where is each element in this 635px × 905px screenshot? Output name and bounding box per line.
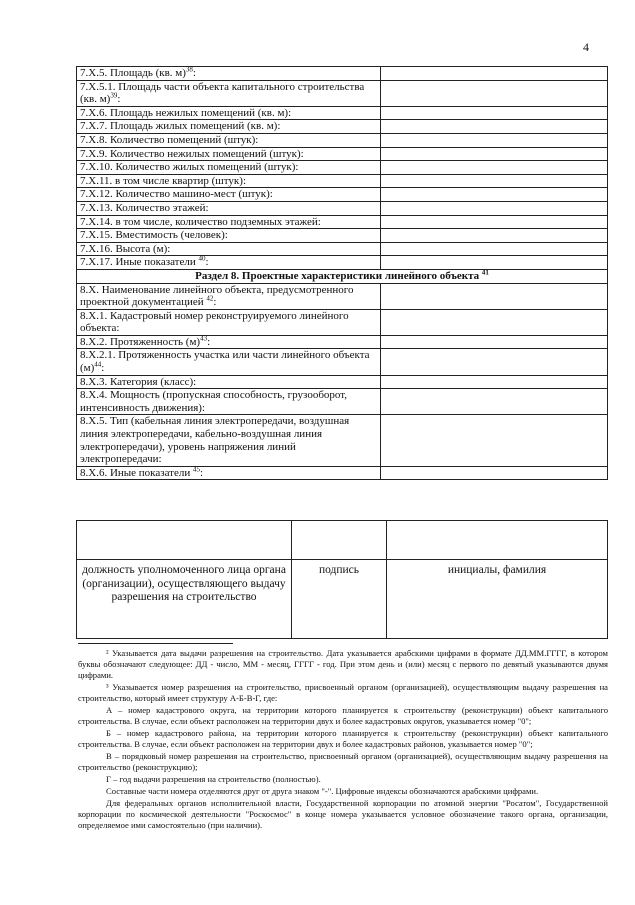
footnote-3-c: В – порядковый номер разрешения на строительство, присвоенный органом (организацией), осуществляющим выдачу разрешения на строительство (реконструкцию);	[78, 751, 608, 772]
signature-blank-row	[77, 521, 608, 560]
value-cell[interactable]	[381, 174, 608, 188]
row-text: 8.Х.1. Кадастровый номер реконструируемого линейного объекта:	[80, 309, 349, 335]
row-label	[77, 120, 381, 134]
value-cell[interactable]	[381, 133, 608, 147]
row-text: 7.Х.7. Площадь жилых помещений (кв. м):	[80, 120, 281, 133]
value-cell[interactable]	[381, 147, 608, 161]
signature-caption: подпись	[292, 560, 387, 639]
row-label	[77, 174, 381, 188]
table-row	[77, 106, 608, 120]
value-cell[interactable]	[381, 80, 608, 106]
value-cell[interactable]	[381, 188, 608, 202]
table-row	[77, 80, 608, 106]
footnote-ref: 39	[110, 91, 118, 100]
row-text: 7.Х.16. Высота (м):	[80, 242, 171, 255]
table-row	[77, 415, 608, 466]
position-caption: должность уполномоченного лица органа (организации), осуществляющего выдачу разрешения на строительство	[77, 560, 292, 639]
table-row	[77, 215, 608, 229]
value-cell[interactable]	[381, 242, 608, 256]
value-cell[interactable]	[381, 67, 608, 81]
row-label	[77, 133, 381, 147]
row-text: 8.Х.2.1. Протяженность участка или части линейного объекта (м)	[80, 349, 370, 375]
value-cell[interactable]	[381, 161, 608, 175]
position-blank-cell[interactable]	[77, 521, 292, 560]
value-cell[interactable]	[381, 283, 608, 309]
table-row	[77, 161, 608, 175]
footnote-ref: 44	[94, 360, 102, 369]
table-row	[77, 188, 608, 202]
value-cell[interactable]	[381, 201, 608, 215]
row-text: 7.Х.15. Вместимость (человек):	[80, 229, 228, 242]
section-header-row	[77, 269, 608, 283]
table-row	[77, 349, 608, 375]
table-row	[77, 466, 608, 480]
footnote-2: ² Указывается дата выдачи разрешения на строительство. Дата указывается арабскими цифрами в формате ДД.ММ.ГГГГ, в котором буквы обозначают следующее: ДД - число, ММ - месяц, ГГГГ - год. При этом день и (или) месяц с первого по девятый указываются двумя цифрами.	[78, 648, 608, 680]
table-row	[77, 309, 608, 335]
table-row	[77, 147, 608, 161]
name-caption: инициалы, фамилия	[387, 560, 608, 639]
footnote-divider	[78, 643, 233, 644]
table-row	[77, 120, 608, 134]
row-text: 8.Х.5. Тип (кабельная линия электропередачи, воздушная линия электропередачи, кабельно-воздушная линия электропередачи), уровень напряжения линий электропередачи:	[80, 415, 350, 466]
row-label: 8.Х.2.1. Протяженность участка или части линейного объекта $(м)^{44}$:	[77, 349, 381, 375]
row-label	[77, 106, 381, 120]
row-text: 8.Х.2. Протяженность (м)	[80, 335, 201, 348]
row-text: 7.Х.5.1. Площадь части объекта капитального строительства (кв. м)	[80, 80, 365, 106]
table-row	[77, 133, 608, 147]
row-label	[77, 229, 381, 243]
value-cell[interactable]	[381, 389, 608, 415]
table-row	[77, 335, 608, 349]
value-cell[interactable]	[381, 256, 608, 270]
table-row	[77, 67, 608, 81]
row-label: 8.Х.2. Протяженность $(м)^{43}$:	[77, 335, 381, 349]
footnote-ref: 38	[185, 65, 193, 74]
value-cell[interactable]	[381, 120, 608, 134]
footnote-ref: 45	[193, 465, 201, 474]
table-row	[77, 174, 608, 188]
value-cell[interactable]	[381, 309, 608, 335]
footnote-3-b: Б – номер кадастрового района, на территории которого планируется к строительству (реконструкции) объект капитального строительства. В случае, если объект расположен на территории двух и более кадастровых районов, указывается номер "0";	[78, 728, 608, 749]
value-cell[interactable]	[381, 375, 608, 389]
table-row	[77, 242, 608, 256]
table-row	[77, 201, 608, 215]
value-cell[interactable]	[381, 335, 608, 349]
value-cell[interactable]	[381, 415, 608, 466]
row-label	[77, 415, 381, 466]
row-label	[77, 375, 381, 389]
footnote-3-a: А – номер кадастрового округа, на территории которого планируется к строительству (реконструкции) объект капитального строительства. В случае, если объект расположен на территории двух и более кадастровых округов, указывается номер "0";	[78, 705, 608, 726]
row-label: 7.Х.17. Иные показатели $^{40}$:	[77, 256, 381, 270]
footnote-ref: 42	[206, 294, 214, 303]
footnote-ref: 40	[198, 254, 206, 263]
row-label	[77, 242, 381, 256]
row-text: 7.Х.17. Иные показатели	[80, 256, 199, 269]
footnote-3-d: Г – год выдачи разрешения на строительство (полностью).	[106, 774, 321, 784]
row-label: 8.Х. Наименование линейного объекта, предусмотренного проектной документацией $^{42}$:	[77, 283, 381, 309]
footnotes	[78, 648, 608, 832]
section-8-title	[77, 269, 608, 283]
row-label	[77, 215, 381, 229]
row-label: 8.Х.6. Иные показатели $^{45}$:	[77, 466, 381, 480]
table-row	[77, 375, 608, 389]
row-label	[77, 188, 381, 202]
value-cell[interactable]	[381, 349, 608, 375]
row-text: 7.Х.5. Площадь (кв. м)	[80, 67, 186, 79]
table-row	[77, 389, 608, 415]
signature-blank-cell[interactable]	[292, 521, 387, 560]
row-text: 8.Х.3. Категория (класс):	[80, 375, 197, 388]
row-text: 7.Х.10. Количество жилых помещений (штук):	[80, 161, 299, 174]
row-label	[77, 147, 381, 161]
row-label	[77, 309, 381, 335]
footnote-ref: 43	[200, 334, 208, 343]
characteristics-table	[76, 66, 608, 480]
footnote-3-separator: Составные части номера отделяются друг от друга знаком "-". Цифровые индексы обозначаются арабскими цифрами.	[106, 786, 539, 796]
footnote-3-federal: Для федеральных органов исполнительной власти, Государственной корпорации по атомной энергии "Росатом", Государственной корпорации по космической деятельности "Роскосмос" в конце номера указывается условное обозначение такого органа, организации, определяемое ими самостоятельно (при наличии).	[78, 798, 608, 830]
row-text: 7.Х.9. Количество нежилых помещений (штук):	[80, 147, 304, 160]
row-text: 7.Х.14. в том числе, количество подземных этажей:	[80, 215, 321, 228]
footnote-ref: 41	[481, 268, 489, 277]
row-label	[77, 201, 381, 215]
row-label	[77, 161, 381, 175]
value-cell[interactable]	[381, 229, 608, 243]
signature-caption-row	[77, 560, 608, 639]
row-label: 7.Х.5.1. Площадь части объекта капитального строительства (кв. м)$^{39}$:	[77, 80, 381, 106]
row-label: 7.Х.5. Площадь (кв. м)$^{38}$:	[77, 67, 381, 81]
name-blank-cell[interactable]	[387, 521, 608, 560]
row-text: 7.Х.11. в том числе квартир (штук):	[80, 174, 246, 187]
row-text: 7.Х.6. Площадь нежилых помещений (кв. м):	[80, 106, 292, 119]
row-text: 7.Х.13. Количество этажей:	[80, 201, 209, 214]
signature-table	[76, 520, 608, 639]
table-row	[77, 229, 608, 243]
page-number: 4	[583, 40, 589, 54]
section-title-text: Раздел 8. Проектные характеристики линейного объекта	[195, 269, 482, 282]
table-row	[77, 283, 608, 309]
value-cell[interactable]	[381, 466, 608, 480]
table-row	[77, 256, 608, 270]
value-cell[interactable]	[381, 215, 608, 229]
footnote-3: ³ Указывается номер разрешения на строительство, присвоенный органом (организацией), осуществляющим выдачу разрешения на строительство, который имеет структуру А-Б-В-Г, где:	[78, 682, 608, 703]
row-text: 7.Х.12. Количество машино-мест (штук):	[80, 188, 273, 201]
row-label	[77, 389, 381, 415]
row-text: 8.Х. Наименование линейного объекта, предусмотренного проектной документацией	[80, 283, 354, 309]
row-text: 8.Х.4. Мощность (пропускная способность, грузооборот, интенсивность движения):	[80, 389, 347, 414]
value-cell[interactable]	[381, 106, 608, 120]
row-text: 8.Х.6. Иные показатели	[80, 466, 194, 479]
row-text: 7.Х.8. Количество помещений (штук):	[80, 133, 259, 146]
